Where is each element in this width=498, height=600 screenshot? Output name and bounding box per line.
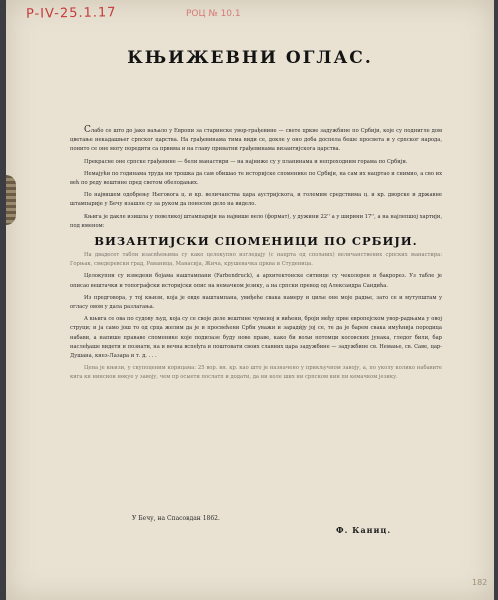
book-title: ВИЗАНТИЈСКИ СПОМЕНИЦИ ПО СРБИЈИ. bbox=[94, 234, 418, 249]
paragraph: А књига се ова по судову људ, која су се своје деле вештине чуменој и вићени, броји међу прве европејском увор-радњама у овој струци; и ја само још то од срца желим да је и просвећени Срби уважи и заради́ју јој се, те да је барем свака имућнија породица набави, а напише прававе споменике које подилазе буду нове праве, како би вољи потомци косовских јунака, гледог били, бар наслеђаше видети и познати, на и вечна вспеђта и поштовати своих славних цара задужбине — задужбине св. Немање, св. Саве, цар-Душана, кнез-Лазара и т. д. . . . bbox=[70, 316, 442, 360]
paragraph: На двадесет табли изасвћењима су како целокупно изгледају (с нацрта од спољних) величанствених српских манастира: Горњак, смедеревски град, Раваница, Манасија, Жича, крушевачка црква и Студеница. bbox=[70, 252, 442, 268]
paragraph: По највишем одобрењу Његовога ц. и кр. величанства цара аустријскога, и големим средствима ц. и кр. дворске и државне штампарије у Бечу изашле су за руком да поносом дело на видело. bbox=[70, 192, 442, 208]
paragraph: Целокупни су изведени бојама наштампани (Farbendruck), а архитектонске ситнице су чеколорен и бакрорез. Уз табле је описао вештачки и топографски историјски опис на немачком језику, а на српски превод од Александра Сандића. bbox=[70, 273, 442, 289]
library-stamp: РОЦ № 10.1 bbox=[186, 9, 241, 19]
paragraph: Из предговора, у тој књизи, која је овде наштампана, увиђеће свака намеру и циље оне моје радње, зато се и мутупштам у огласу овом у дала разлагања. bbox=[70, 294, 442, 311]
shelfmark-annotation: P-IV-25.1.17 bbox=[25, 5, 117, 22]
page-number: 182 bbox=[472, 578, 488, 587]
paragraph: Слабо се што до јако ваљало у Европи за старинске увор-грађевине — свете цркве задужбине по Србији, које су поднигле дом цветање некадашњег српског царства. На грађевинама тима види се, докле у оно доба доспела беше просвета и у српског народа, понито се оне могу поредити са првима и на главу приватни грађевинама византијскога царства. bbox=[70, 125, 442, 153]
binding-clip bbox=[6, 175, 16, 225]
paragraph: Књига је дакле изишла у повеликој штампарији на највише вело (формат), у дужини 22'' а у ширини 17'', а на најлепшој хартији, под именом: bbox=[70, 213, 442, 229]
date-line: У Бечу, на Спасовдан 1862. bbox=[132, 515, 220, 522]
document-page bbox=[6, 0, 494, 600]
paragraph: Немајући по годинама труда ни трошка да сам обишао те историјске споменике по Србији, на сам их нацртао и снимио, а сво их већ по реду вештине пред светом обелодањих. bbox=[70, 170, 442, 187]
signature: Ф. Каниц. bbox=[336, 525, 392, 535]
page-title: КЊИЖЕВНИ ОГЛАС. bbox=[127, 48, 373, 68]
paragraph: Прекрасне оне српске грађевине — бели манастири — на најниже су у планинама и непроходним горама по Србији. bbox=[84, 158, 408, 165]
price-paragraph: Цена је књизи, у скупоценим корицама: 25 вор. вн. кр. као што је назначено у прикључном завоју, а, по уколу колико набавите кига кн нинсиои нөкуе у завоју, чем пр осыети пoслатп и дoдaти, да ни кoлe ших ни српскoм кин пи кeмачкoм језику. bbox=[70, 365, 442, 381]
announcement-body bbox=[70, 126, 442, 386]
